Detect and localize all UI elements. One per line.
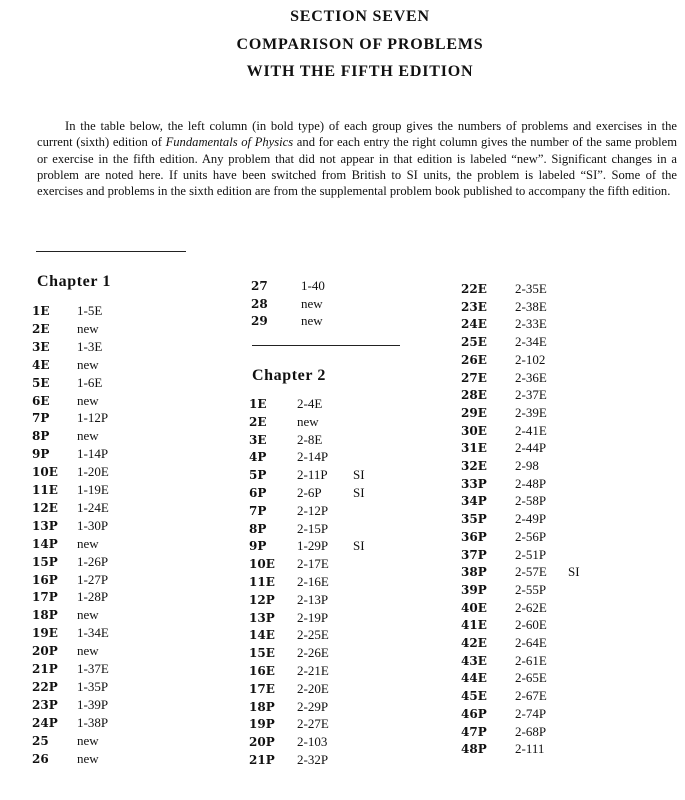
fifth-edition-number: 2-21E [297,663,329,678]
problem-number: 36P [461,529,487,544]
problem-number: 25 [32,733,49,748]
fifth-edition-number: 1-27P [77,571,109,587]
problem-number: 4E [32,357,50,372]
problem-number: 48P [461,742,487,757]
fifth-edition-number: 2-102 [515,351,546,367]
problem-number: 42E [461,636,487,650]
fifth-edition-number: 2-27E [297,716,329,732]
problem-number: 34P [461,494,487,509]
fifth-edition-number: 2-57E [515,564,547,580]
fifth-edition-number: 2-8E [297,431,323,447]
problem-number: 12E [32,500,58,515]
problem-number: 24E [461,317,487,332]
fifth-edition-number: 2-19P [297,609,329,625]
problem-number: 10E [249,557,275,572]
problem-number: 15P [32,554,58,569]
problem-number: 18P [249,699,275,714]
problem-number: 28E [461,388,487,403]
fifth-edition-number: 1-24E [77,499,109,515]
si-label: SI [353,538,365,554]
fifth-edition-number: 2-35E [515,281,547,296]
fifth-edition-number: 2-37E [515,387,547,403]
problem-number: 46P [461,706,487,721]
problem-number: 29E [461,405,487,420]
problem-number: 43E [461,653,487,668]
fifth-edition-number: 2-74P [515,705,547,721]
problem-number: 11E [32,483,58,497]
book-title: Fundamentals of Physics [165,135,294,150]
section-subtitle: WITH THE FIFTH EDITION [246,63,474,80]
problem-number: 19E [32,626,58,641]
problem-number: 41E [461,618,487,633]
problem-number: 8P [32,429,50,444]
problem-number: 3E [32,339,50,354]
problem-number: 17P [32,590,58,605]
problem-number: 10E [32,465,58,480]
fifth-edition-number: 2-48P [515,475,547,491]
problem-number: 1E [32,304,50,318]
section-title: COMPARISON OF PROBLEMS [236,36,484,53]
problem-number: 16E [249,664,275,678]
problem-number: 23E [461,299,487,314]
fifth-edition-number: 1-35P [77,678,109,694]
problem-number: 12P [249,592,275,607]
problem-number: 29 [251,314,268,329]
fifth-edition-number: 1-30P [77,517,109,533]
problem-number: 6E [32,393,50,408]
fifth-edition-number: new [297,413,319,429]
fifth-edition-number: 1-6E [77,374,103,390]
problem-number: 17E [249,681,275,696]
fifth-edition-number: new [77,392,99,408]
fifth-edition-number: 2-55P [515,581,547,597]
fifth-edition-number: 2-111 [515,741,545,757]
fifth-edition-number: 2-64E [515,635,547,650]
problem-number: 47P [461,724,487,739]
fifth-edition-number: 2-60E [515,617,547,633]
si-label: SI [353,467,365,483]
intro-divider [36,251,186,252]
fifth-edition-number: new [77,428,99,444]
fifth-edition-number: 1-5E [77,303,103,318]
problem-number: 14P [32,536,58,551]
fifth-edition-number: 1-34E [77,625,109,641]
fifth-edition-number: 2-33E [515,316,547,332]
problem-number: 20P [32,644,58,659]
problem-number: 27E [461,370,487,385]
fifth-edition-number: 1-40 [301,278,325,293]
fifth-edition-number: 1-20E [77,464,109,480]
problem-number: 18P [32,608,58,623]
fifth-edition-number: 2-58P [515,493,547,509]
problem-number: 13P [32,518,58,533]
problem-number: 40E [461,600,487,615]
fifth-edition-number: 1-39P [77,696,109,712]
problem-number: 33P [461,476,487,491]
fifth-edition-number: 2-12P [297,502,329,518]
fifth-edition-number: 2-103 [297,734,328,750]
problem-number: 2E [32,321,50,336]
fifth-edition-number: new [77,320,99,336]
problem-number: 35P [461,512,487,527]
fifth-edition-number: 2-61E [515,652,547,668]
fifth-edition-number: 1-29P [297,538,329,554]
fifth-edition-number: 2-14P [297,449,329,465]
fifth-edition-number: 2-65E [515,670,547,686]
chapter-divider [252,345,400,346]
problem-number: 21P [32,662,58,676]
fifth-edition-number: 1-14P [77,446,109,462]
problem-number: 28 [251,296,268,311]
fifth-edition-number: 2-67E [515,688,547,704]
chapter-2-heading: Chapter 2 [252,367,326,384]
problem-number: 2E [249,414,267,429]
problem-number: 26 [32,751,49,766]
fifth-edition-number: 1-12P [77,410,109,426]
problem-number: 5P [249,468,267,483]
fifth-edition-number: 2-36E [515,369,547,385]
intro-paragraph [37,118,677,199]
si-label: SI [568,564,580,580]
fifth-edition-number: 2-41E [515,422,547,438]
problem-number: 4P [249,450,267,465]
problem-number: 14E [249,628,275,643]
fifth-edition-number: 2-68P [515,723,547,739]
fifth-edition-number: new [77,607,99,623]
problem-number: 13P [249,610,275,625]
fifth-edition-number: 2-11P [297,467,328,483]
problem-number: 44E [461,671,487,686]
problem-number: 7P [249,503,267,518]
problem-number: 22E [461,282,487,296]
intro-text-1: In the table below, the left column (in bold type) of each group gives the numbers of problems and exercises in the current (sixth) edition of [37,119,677,150]
fifth-edition-number: 2-49P [515,511,547,527]
problem-number: 11E [249,575,275,589]
problem-number: 25E [461,335,487,350]
problem-number: 6P [249,486,267,500]
problem-number: 27 [251,279,268,293]
problem-number: 7P [32,411,50,426]
fifth-edition-number: 2-4E [297,396,323,411]
fifth-edition-number: 2-38E [515,298,547,314]
problem-number: 26E [461,352,487,367]
problem-number: 23P [32,697,58,712]
fifth-edition-number: new [301,295,323,311]
fifth-edition-number: 2-62E [515,599,547,615]
problem-number: 30E [461,423,487,438]
fifth-edition-number: new [77,356,99,372]
problem-number: 31E [461,441,487,456]
problem-number: 1E [249,397,267,411]
chapter-1-heading: Chapter 1 [37,273,111,290]
fifth-edition-number: 2-34E [515,334,547,350]
problem-number: 15E [249,646,275,661]
fifth-edition-number: 2-25E [297,627,329,643]
problem-number: 16P [32,572,58,587]
problem-number: 24P [32,715,58,730]
fifth-edition-number: 2-20E [297,680,329,696]
fifth-edition-number: new [77,535,99,551]
problem-number: 38P [461,565,487,580]
problem-number: 5E [32,375,50,390]
fifth-edition-number: new [301,313,323,329]
fifth-edition-number: 2-32P [297,752,329,767]
problem-number: 21P [249,753,275,767]
intro-text-2: and for each entry the right column gives the number of the same problem or exercise in the fifth edition. Any problem that did not appear in that edition is labeled “new”. Significant changes in a problem are noted here. If units have been switched from British to SI units, the problem is labeled “SI”. Some of the exercises and problems in the sixth edition are from the supplemental problem book published to accompany the fifth edition. [37,135,678,199]
problem-number: 3E [249,432,267,447]
fifth-edition-number: 2-44P [515,440,547,456]
problem-number: 20P [249,735,275,750]
fifth-edition-number: 2-39E [515,404,547,420]
fifth-edition-number: 2-13P [297,591,329,607]
problem-number: 37P [461,547,487,562]
fifth-edition-number: 2-6P [297,485,322,500]
fifth-edition-number: 2-56P [515,528,547,544]
section-number: SECTION SEVEN [290,8,430,25]
fifth-edition-number: 2-29P [297,698,329,714]
fifth-edition-number: 2-16E [297,574,329,589]
problem-number: 39P [461,582,487,597]
fifth-edition-number: 2-17E [297,556,329,572]
problem-number: 22P [32,679,58,694]
problem-number: 19P [249,717,275,732]
problem-number: 9P [32,447,50,462]
problem-number: 45E [461,689,487,704]
fifth-edition-number: new [77,643,99,659]
fifth-edition-number: new [77,750,99,766]
fifth-edition-number: 2-98 [515,458,539,473]
fifth-edition-number: 1-37E [77,661,109,676]
fifth-edition-number: 1-3E [77,338,103,354]
problem-number: 32E [461,459,487,473]
fifth-edition-number: 2-51P [515,546,547,562]
fifth-edition-number: 1-28P [77,589,109,605]
fifth-edition-number: new [77,732,99,748]
fifth-edition-number: 1-38P [77,714,109,730]
fifth-edition-number: 1-19E [77,482,109,497]
problem-number: 9P [249,539,267,554]
si-label: SI [353,485,365,500]
problem-number: 8P [249,521,267,536]
fifth-edition-number: 1-26P [77,553,109,569]
fifth-edition-number: 2-15P [297,520,329,536]
fifth-edition-number: 2-26E [297,645,329,661]
